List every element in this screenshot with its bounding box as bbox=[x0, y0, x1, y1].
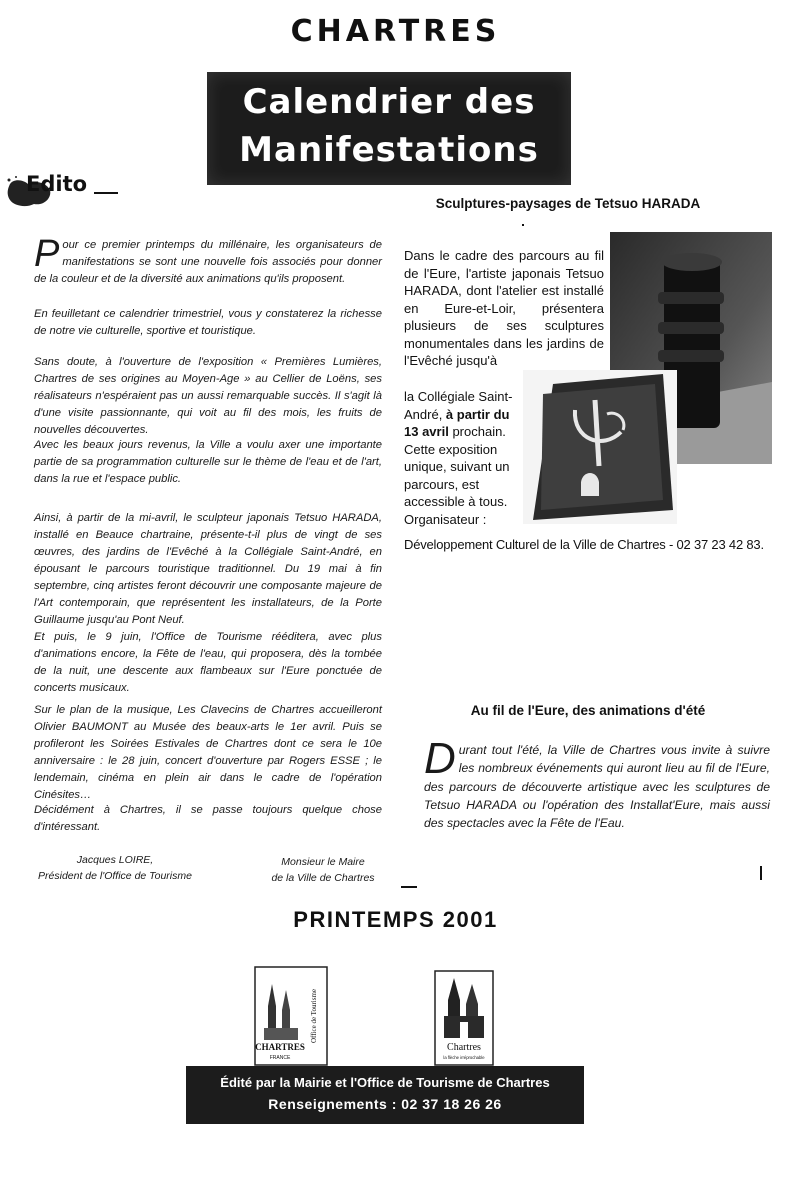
harada-heading: Sculptures-paysages de Tetsuo HARADA bbox=[435, 196, 701, 211]
office-tourisme-logo-name: Office de Tourisme bbox=[310, 988, 318, 1044]
ville-chartres-logo-motto: la flèche irréprochable bbox=[443, 1055, 485, 1060]
season-heading: PRINTEMPS 2001 bbox=[293, 907, 498, 932]
harada-mid-b: prochain. Cette exposition unique, suivant un parcours, est accessible à tous. Organisateur : bbox=[404, 424, 510, 527]
edito-paragraph-5: Ainsi, à partir de la mi-avril, le sculpteur japonais Tetsuo HARADA, installé en Beauce chartraine, présente-t-il plus de vingt de ses œuvres, des jardins de l'Evêché à la Collégiale Saint-André, en épousant le parcours touristique traditionnel. Du 19 mai à fin septembre, cinq artistes feront découvrir une composante majeure de l'Art contemporain, que représentent les installateurs, de la Porte Guillaume jusqu'au Pont Neuf. bbox=[34, 512, 382, 626]
office-tourisme-logo-country: FRANCE bbox=[269, 1055, 291, 1061]
title-banner bbox=[207, 72, 571, 185]
harada-date: à partir du 13 avril bbox=[404, 406, 510, 439]
info-phone-line: Renseignements : 02 37 18 26 26 bbox=[268, 1096, 502, 1112]
edito-label: Edito bbox=[26, 172, 88, 196]
edito-paragraph-4: Avec les beaux jours revenus, la Ville a voulu axer une importante partie de sa programmation culturelle sur le thème de l'eau et de l'art, dans la rue et l'espace public. bbox=[34, 439, 382, 485]
speck bbox=[522, 224, 524, 226]
publisher-line: Édité par la Mairie et l'Office de Tourisme de Chartres bbox=[220, 1075, 550, 1090]
edito-paragraph-2: En feuilletant ce calendrier trimestriel, vous y constaterez la richesse de notre vie culturelle, sportive et touristique. bbox=[34, 308, 382, 337]
eure-paragraph bbox=[424, 734, 770, 832]
edito-paragraph-3: Sans doute, à l'ouverture de l'exposition « Premières Lumières, Chartres de ses origines au Moyen-Age » au Cellier de Loëns, ses réalisateurs n'espéraient pas un aussi remarquable succès. Il s'agit là d'une visite passionnante, qui voit au fil des mois, les fruits de nouvelles découvertes. bbox=[34, 356, 382, 436]
harada-mid-a: la Collégiale Saint-André, bbox=[404, 389, 513, 422]
eure-dropcap: D bbox=[424, 734, 456, 783]
edito-paragraph-text: our ce premier printemps du millénaire, les organisateurs de manifestations se sont une nouvelle fois associés pour donner de la couleur et de la diversité aux animations qu'ils proposent. bbox=[34, 239, 382, 285]
harada-contact: Développement Culturel de la Ville de Chartres - 02 37 23 42 83. bbox=[404, 537, 764, 552]
signature-right bbox=[250, 854, 396, 886]
edito-paragraph-7: Sur le plan de la musique, Les Clavecins de Chartres accueilleront Olivier BAUMONT au Musée des beaux-arts le 1er avril. Puis se profileront les Soirées Estivales de Chartres dont ce sera le 10e anniversaire : le 28 juin, concert d'ouverture par Rogers ESSE ; le lendemain, cinéma en plein air dans le cadre de l'opération Cinésites… bbox=[34, 704, 382, 801]
ville-chartres-logo bbox=[434, 970, 494, 1066]
eure-paragraph-text: urant tout l'été, la Ville de Chartres vous invite à suivre les nombreux événements qui auront lieu au fil de l'Eure, des parcours de découverte artistique avec les sculptures de Tetsuo HARADA ou l'opération des Installat'Eure, mais aussi des spectacles avec la Fête de l'Eau. bbox=[424, 743, 770, 831]
harada-paragraph-top: Dans le cadre des parcours au fil de l'Eure, l'artiste japonais Tetsuo HARADA, dont l'atelier est installé en Eure-et-Loir, présentera plusieurs de ses sculptures monumentales dans les jardins de l'Evêché jusqu'à bbox=[404, 248, 604, 368]
signature-left-name: Jacques LOIRE, bbox=[76, 854, 154, 866]
office-tourisme-logo-title: CHARTRES bbox=[255, 1042, 305, 1052]
signature-left-role: Président de l'Office de Tourisme bbox=[38, 870, 192, 882]
edito-paragraph-1 bbox=[34, 233, 382, 288]
edito-dropcap: P bbox=[34, 233, 60, 275]
footer-banner bbox=[186, 1066, 584, 1124]
office-tourisme-logo bbox=[254, 966, 328, 1066]
divider-mark bbox=[760, 866, 762, 880]
edito-paragraph-8: Décidément à Chartres, il se passe toujours quelque chose d'intéressant. bbox=[34, 804, 382, 833]
edito-paragraph-6: Et puis, le 9 juin, l'Office de Tourisme rééditera, avec plus d'animations encore, la Fête de l'eau, qui proposera, dès la tombée de la nuit, une descente aux flambeaux sur l'Eure ponctuée de concerts musicaux. bbox=[34, 631, 382, 694]
city-heading: CHARTRES bbox=[290, 14, 501, 49]
ville-chartres-logo-title: Chartres bbox=[447, 1042, 481, 1053]
title-line-1: Calendrier des bbox=[242, 82, 536, 122]
signature-left bbox=[20, 852, 210, 884]
title-line-2: Manifestations bbox=[239, 130, 539, 170]
divider-mark bbox=[401, 886, 417, 888]
sculpture-photo-detail bbox=[523, 370, 677, 524]
signature-right-name: Monsieur le Maire bbox=[281, 856, 365, 868]
harada-paragraph-mid bbox=[404, 388, 520, 528]
signature-right-role: de la Ville de Chartres bbox=[271, 872, 375, 884]
edito-underline bbox=[94, 192, 118, 194]
eure-heading: Au fil de l'Eure, des animations d'été bbox=[470, 703, 706, 718]
